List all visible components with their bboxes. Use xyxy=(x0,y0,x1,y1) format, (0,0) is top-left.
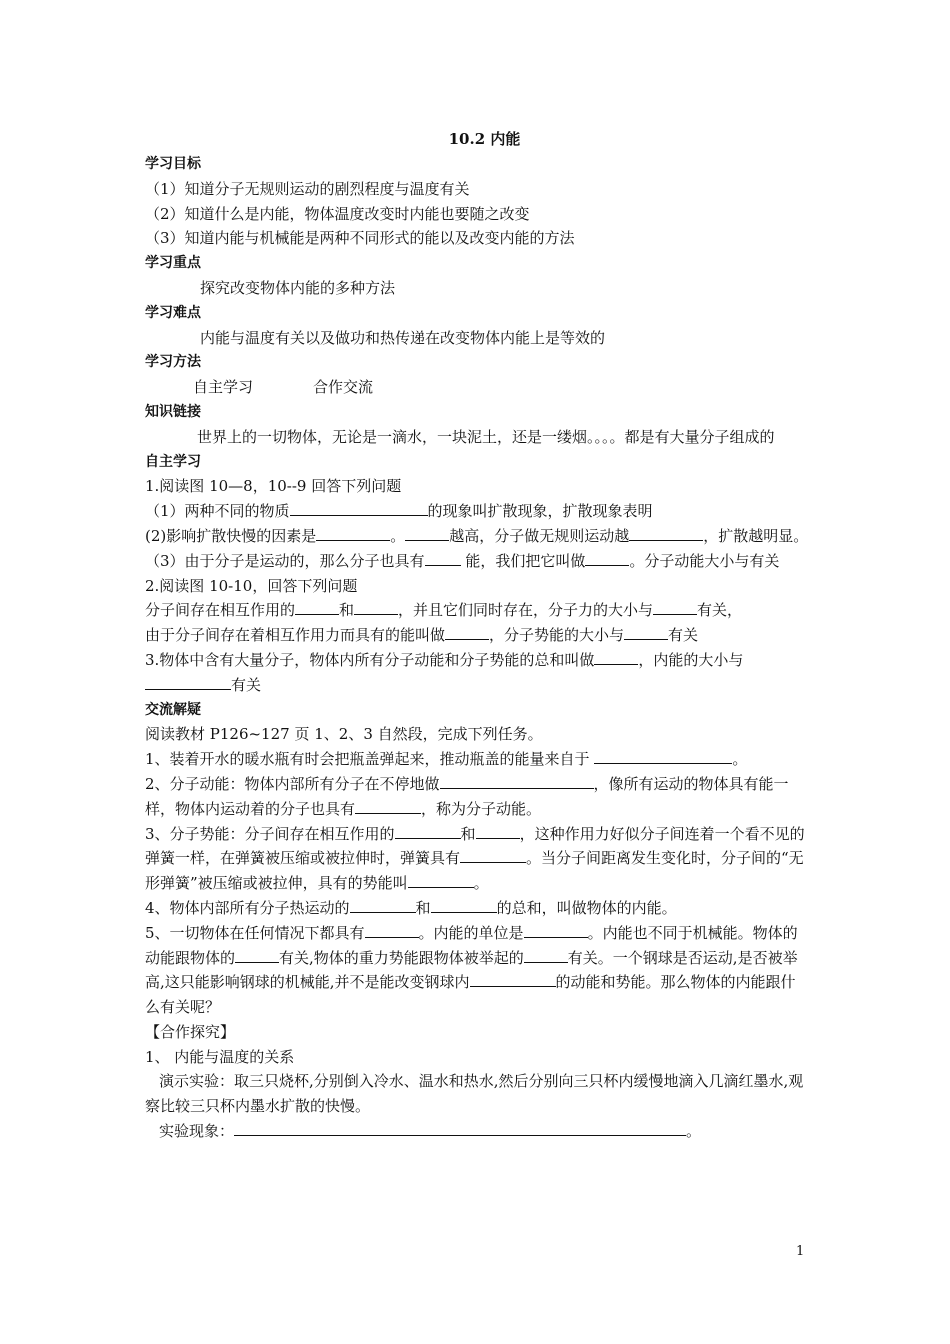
blank[interactable] xyxy=(365,922,419,938)
blank[interactable] xyxy=(235,947,279,963)
self-q2: 2.阅读图 10-10，回答下列问题 xyxy=(145,576,358,595)
exchange-1: 1、装着开水的暖水瓶有时会把瓶盖弹起来，推动瓶盖的能量来自于 。 xyxy=(145,750,748,769)
blank[interactable] xyxy=(405,525,449,541)
self-q3: 3.物体中含有大量分子，物体内所有分子动能和分子势能的总和叫做 ，内能的大小与有关 xyxy=(145,650,744,694)
blank[interactable] xyxy=(316,525,390,541)
blank[interactable] xyxy=(460,847,526,863)
blank[interactable] xyxy=(594,649,638,665)
coop-demo: 演示实验：取三只烧杯,分别倒入冷水、温水和热水,然后分别向三只杯内缓慢地滴入几滴红墨水,观察比较三只杯内墨水扩散的快慢。 xyxy=(145,1072,804,1116)
focus-text: 探究改变物体内能的多种方法 xyxy=(200,278,396,297)
exchange-2: 2、分子动能：物体内部所有分子在不停地做 ，像所有运动的物体具有能一样，物体内运动着的分子也具有 ，称为分子动能。 xyxy=(145,774,789,818)
coop-heading: 【合作探究】 xyxy=(145,1022,236,1041)
goal-item: （2）知道什么是内能，物体温度改变时内能也要随之改变 xyxy=(145,204,530,223)
exchange-heading: 交流解疑 xyxy=(145,701,201,718)
self-q1: 1.阅读图 10—8，10--9 回答下列问题 xyxy=(145,477,402,496)
blank[interactable] xyxy=(431,897,497,913)
method-coop: 合作交流 xyxy=(313,378,374,397)
link-text: 世界上的一切物体，无论是一滴水，一块泥土，还是一缕烟。。。。都是有大量分子组成的 xyxy=(197,427,775,446)
method-self: 自主学习 xyxy=(193,378,254,397)
link-heading: 知识链接 xyxy=(145,403,201,420)
blank[interactable] xyxy=(295,599,339,615)
blank[interactable] xyxy=(476,823,520,839)
document-page xyxy=(145,126,810,1144)
blank[interactable] xyxy=(440,773,594,789)
blank[interactable] xyxy=(445,624,489,640)
blank[interactable] xyxy=(395,823,461,839)
coop-topic-1: 1、 内能与温度的关系 xyxy=(145,1047,295,1066)
exchange-4: 4、物体内部所有分子热运动的 和 的总和，叫做物体的内能。 xyxy=(145,898,677,917)
difficulty-heading: 学习难点 xyxy=(145,304,201,321)
focus-heading: 学习重点 xyxy=(145,255,201,272)
self-q2-a: 分子间存在相互作用的 和 ，并且它们同时存在，分子力的大小与 有关， xyxy=(145,601,743,620)
blank[interactable] xyxy=(355,798,421,814)
self-q1-3: （3）由于分子是运动的，那么分子也具有 能，我们把它叫做 。分子动能大小与有关 xyxy=(145,551,780,570)
blank[interactable] xyxy=(653,599,697,615)
exchange-intro: 阅读教材 P126~127 页 1、2、3 自然段，完成下列任务。 xyxy=(145,725,543,744)
blank[interactable] xyxy=(624,624,668,640)
page-number: 1 xyxy=(796,1244,805,1259)
blank[interactable] xyxy=(350,897,416,913)
doc-title: 10.2 内能 xyxy=(448,130,521,148)
difficulty-text: 内能与温度有关以及做功和热传递在改变物体内能上是等效的 xyxy=(200,328,606,347)
exchange-5: 5、一切物体在任何情况下都具有 。内能的单位是 。内能也不同于机械能。物体的动能跟物体的 有关,物体的重力势能跟物体被举起的 有关。一个钢球是否运动,是否被举高,这只能影响钢球的机械能,并不是能改变钢球内 的动能和势能。那么物体的内能跟什么有关呢？ xyxy=(145,923,798,1017)
goals-heading: 学习目标 xyxy=(145,156,201,172)
blank[interactable] xyxy=(408,872,474,888)
method-line xyxy=(145,375,810,400)
blank[interactable] xyxy=(354,599,398,615)
blank[interactable] xyxy=(524,922,588,938)
blank[interactable] xyxy=(594,748,732,764)
goal-item: （1）知道分子无规则运动的剧烈程度与温度有关 xyxy=(145,179,470,198)
goal-item: （3）知道内能与机械能是两种不同形式的能以及改变内能的方法 xyxy=(145,229,575,248)
blank[interactable] xyxy=(290,500,428,516)
blank[interactable] xyxy=(629,525,703,541)
self-q1-2: (2)影响扩散快慢的因素是 。 越高，分子做无规则运动越 ，扩散越明显。 xyxy=(145,526,809,545)
exchange-3: 3、分子势能：分子间存在相互作用的 和 ，这种作用力好似分子间连着一个看不见的弹簧一样，在弹簧被压缩或被拉伸时，弹簧具有 。当分子间距离发生变化时，分子间的“无形弹簧”被压缩或被拉伸，具有的势能叫 。 xyxy=(145,824,805,893)
blank[interactable] xyxy=(145,674,231,690)
coop-phenomenon: 实验现象： 。 xyxy=(159,1122,702,1141)
self-heading: 自主学习 xyxy=(145,453,201,470)
blank[interactable] xyxy=(425,550,461,566)
self-q1-1: （1）两种不同的物质 的现象叫扩散现象，扩散现象表明 xyxy=(145,502,653,521)
blank[interactable] xyxy=(524,947,568,963)
blank[interactable] xyxy=(585,550,629,566)
blank[interactable] xyxy=(470,971,556,987)
self-q2-b: 由于分子间存在着相互作用力而具有的能叫做 ，分子势能的大小与 有关 xyxy=(145,626,699,645)
method-heading: 学习方法 xyxy=(145,354,201,371)
phenomenon-blank[interactable] xyxy=(234,1120,686,1136)
